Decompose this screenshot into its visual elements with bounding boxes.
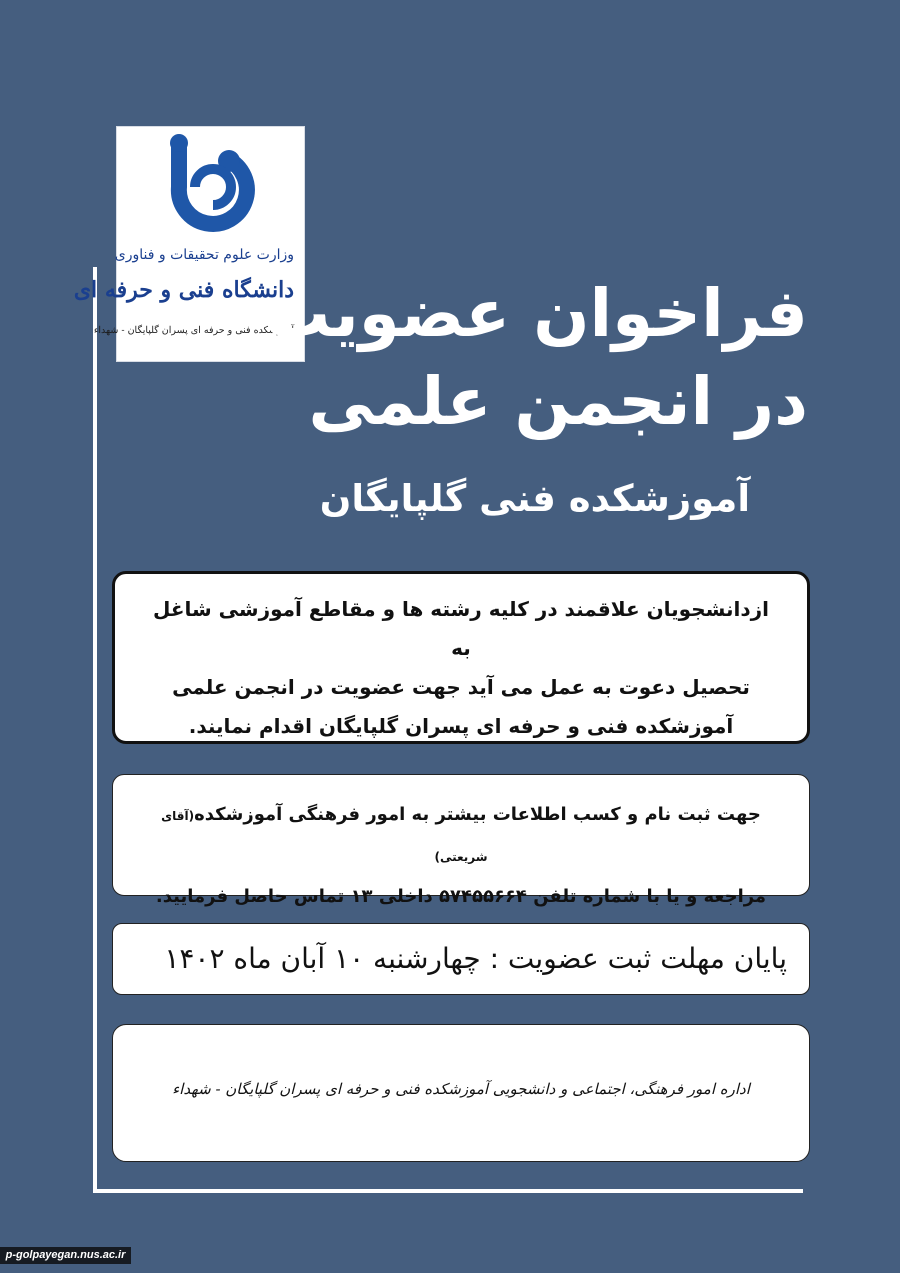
frame-line-horizontal [93,1189,803,1193]
registration-box [112,774,810,907]
contact-person: (آقای شریعتی) [161,809,488,864]
registration-line-1: جهت ثبت نام و کسب اطلاعات بیشتر به امور فرهنگی آموزشکده [194,804,761,825]
invitation-line-3: آموزشکده فنی و حرفه ای پسران گلپایگان اقدام نمایند. [188,714,734,738]
headline-line-2: در انجمن علمی [308,363,808,440]
headline-subtitle: آموزشکده فنی گلپایگان [319,477,750,520]
invitation-line-1: ازدانشجویان علاقمند در کلیه رشته ها و مقاطع آموزشی شاغل به [153,597,769,660]
logo-ministry-text: وزارت علوم تحقیقات و فناوری [114,247,294,263]
registration-line-2: مراجعه و یا با شماره تلفن ۵۷۴۵۵۶۶۴ داخلی ۱۳ تماس حاصل فرمایید. [155,886,767,907]
deadline-text: پایان مهلت ثبت عضویت : چهارشنبه ۱۰ آبان ماه ۱۴۰۲ [164,942,787,975]
headline-line-1: فراخوان عضویت [264,275,808,352]
logo-school-text: آموزشکده فنی و حرفه ای پسران گلپایگان - شهداء [93,325,294,336]
invitation-box [112,571,810,744]
signature-box [112,1024,810,1162]
frame-line-vertical [93,267,97,1193]
signature-text: اداره امور فرهنگی، اجتماعی و دانشجویی آموزشکده فنی و حرفه ای پسران گلپایگان - شهداء [172,1080,750,1098]
site-label: p-golpayegan.nus.ac.ir [0,1247,131,1264]
logo-university-text: دانشگاه فنی و حرفه ای [73,277,294,303]
invitation-line-2: تحصیل دعوت به عمل می آید جهت عضویت در انجمن علمی [172,675,750,699]
deadline-box [112,923,810,995]
